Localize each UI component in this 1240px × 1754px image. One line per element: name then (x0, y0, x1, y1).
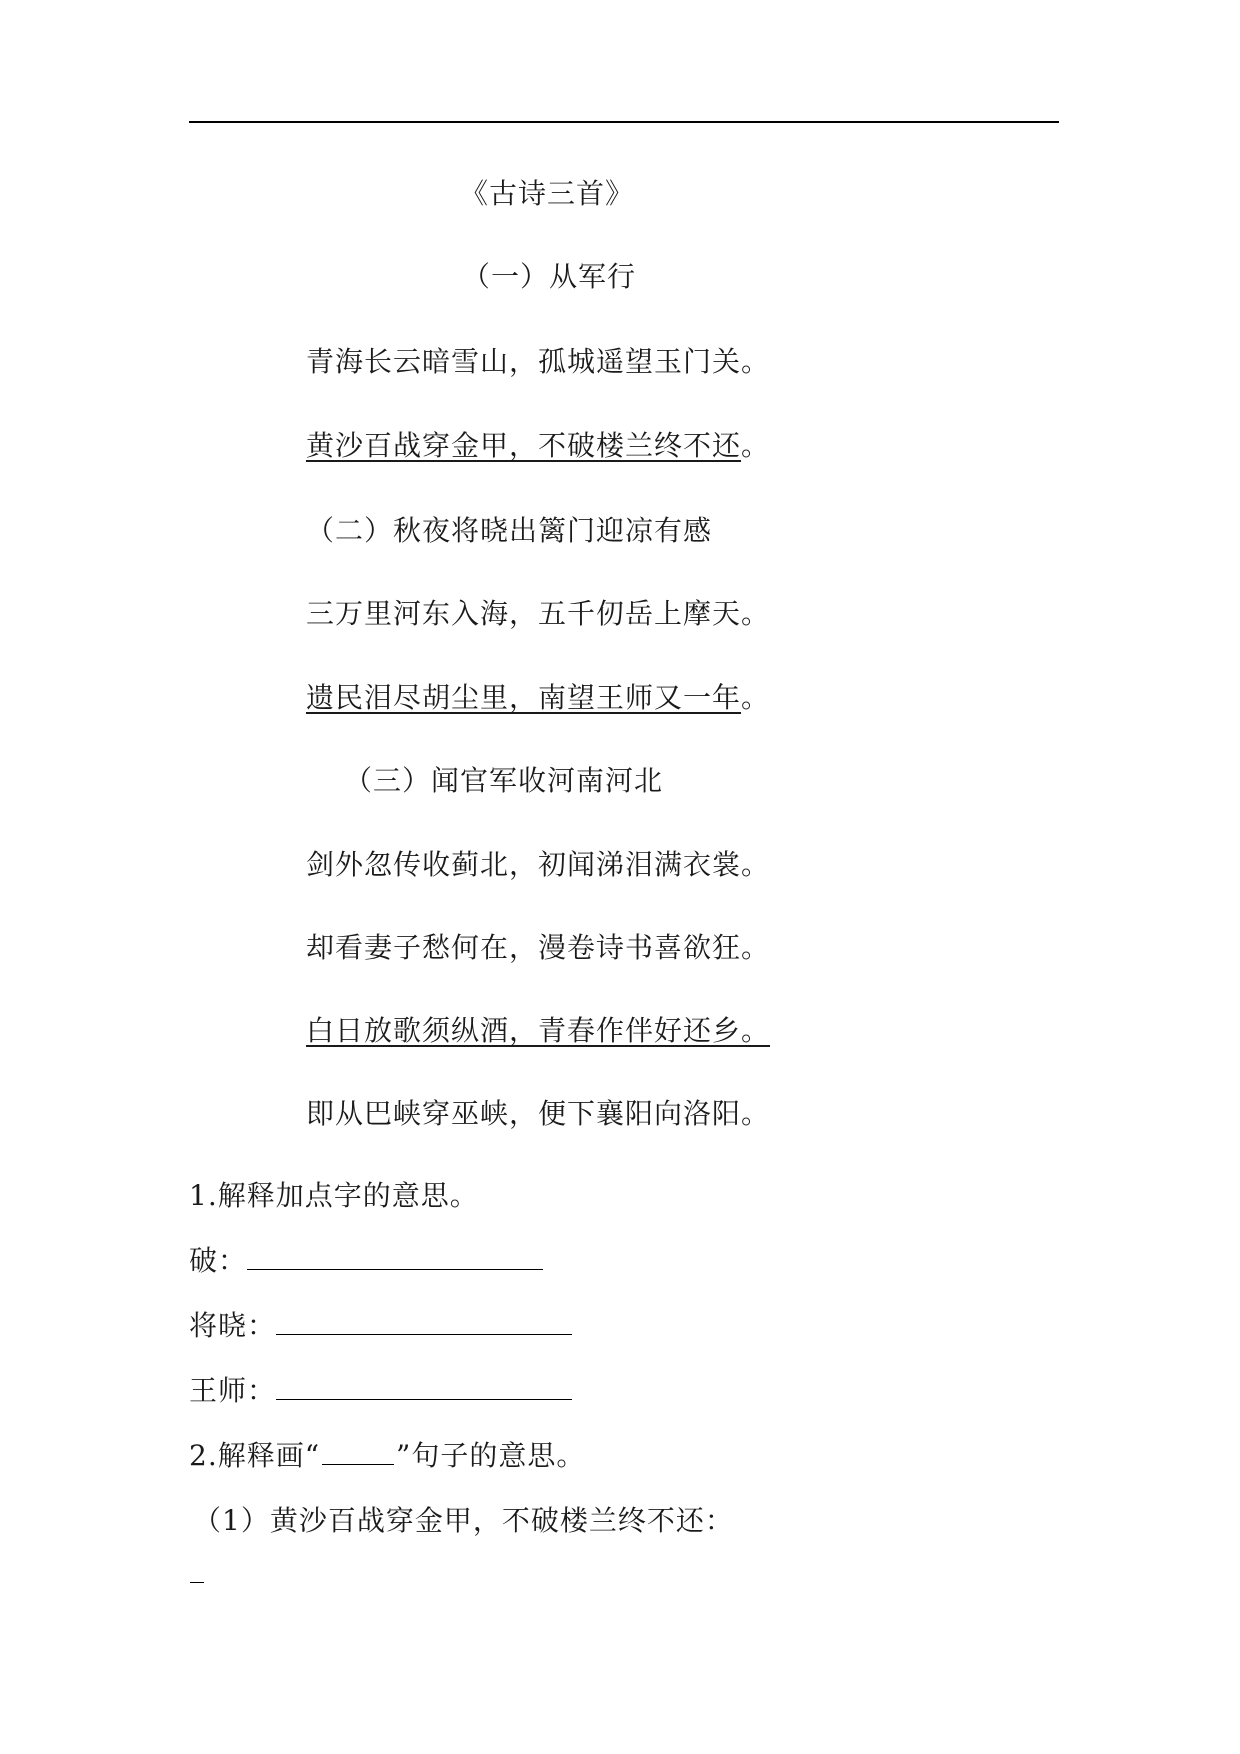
poem-3-line-1: 剑外忽传收蓟北，初闻涕泪满衣裳。 (306, 848, 771, 881)
question-1-item-wangshi-label: 王师： (189, 1374, 277, 1407)
answer-blank-wangshi[interactable] (276, 1373, 572, 1400)
poem-3-line-4: 即从巴峡穿巫峡，便下襄阳向洛阳。 (306, 1097, 771, 1130)
answer-line-stub[interactable] (190, 1582, 204, 1583)
header-rule (189, 121, 1059, 123)
poem-3-heading: （三）闻官军收河南河北 (344, 764, 664, 797)
question-2-prompt-after: ”句子的意思。 (396, 1439, 586, 1472)
answer-blank-po[interactable] (247, 1243, 543, 1270)
poem-2-line-2-underlined: 遗民泪尽胡尘里，南望王师又一年 (306, 681, 742, 714)
question-1-prompt: 1.解释加点字的意思。 (189, 1179, 479, 1212)
question-1-item-po-label: 破： (189, 1244, 248, 1277)
poem-1-heading: （一）从军行 (462, 260, 637, 293)
poem-1-line-2 (306, 428, 770, 464)
question-2-item-1: （1）黄沙百战穿金甲，不破楼兰终不还： (193, 1504, 734, 1537)
poem-3-line-2: 却看妻子愁何在，漫卷诗书喜欲狂。 (306, 931, 771, 964)
poem-2-heading: （二）秋夜将晓出篱门迎凉有感 (306, 514, 713, 547)
poem-2-line-2-tail: 。 (741, 681, 771, 714)
poem-1-line-1: 青海长云暗雪山，孤城遥望玉门关。 (306, 345, 771, 378)
poem-3-line-3: 白日放歌须纵酒，青春作伴好还乡。 (306, 1014, 771, 1047)
question-1-item-jiangxiao (189, 1308, 572, 1344)
worksheet-title: 《古诗三首》 (460, 177, 635, 210)
question-2-prompt (189, 1438, 585, 1474)
question-1-item-wangshi (189, 1373, 572, 1409)
question-1-item-po (189, 1243, 543, 1279)
answer-blank-jiangxiao[interactable] (276, 1308, 572, 1335)
poem-1-line-2-underlined: 黄沙百战穿金甲，不破楼兰终不还 (306, 429, 742, 462)
underline-sample (322, 1442, 394, 1465)
poem-1-line-2-tail: 。 (741, 429, 771, 462)
poem-2-line-1: 三万里河东入海，五千仞岳上摩天。 (306, 597, 771, 630)
question-2-prompt-before: 2.解释画“ (189, 1439, 321, 1472)
poem-2-line-2 (306, 680, 770, 716)
question-1-item-jiangxiao-label: 将晓： (189, 1309, 277, 1342)
